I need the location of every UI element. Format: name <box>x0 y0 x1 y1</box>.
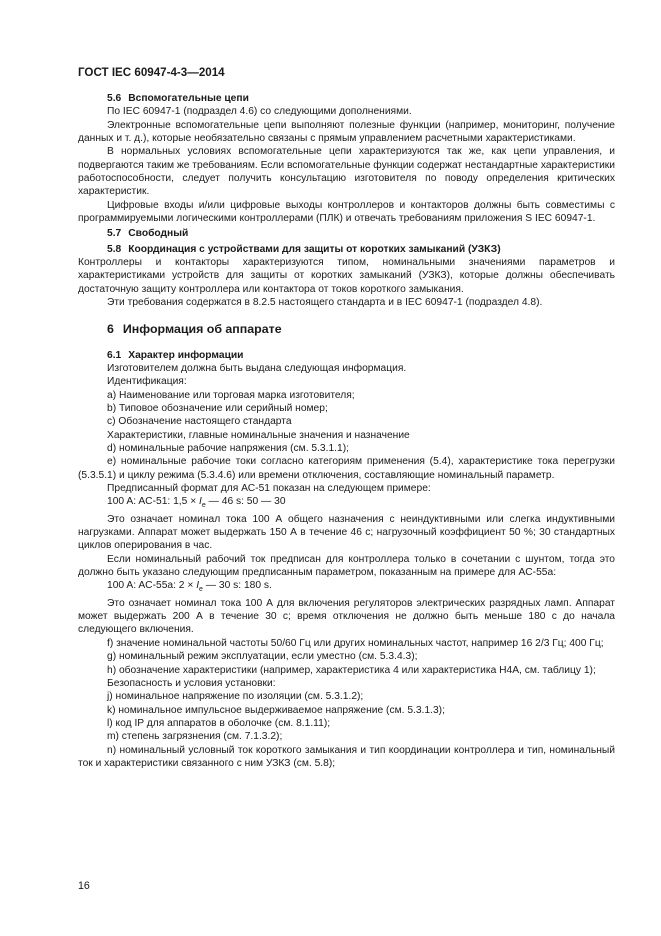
list-item: n) номинальный условный ток короткого замыкания и тип координации контроллера и тип, номинальный ток и характеристики связанного с ним УЗКЗ (см. 5.8); <box>78 744 615 769</box>
list-item: h) обозначение характеристики (например, характеристика 4 или характеристика Н4А, см. таблицу 1); <box>107 664 596 676</box>
list-item: j) номинальное напряжение по изоляции (см. 5.3.1.2); <box>107 691 364 703</box>
list-item: m) степень загрязнения (см. 7.1.3.2); <box>107 731 283 743</box>
paragraph: Предписанный формат для АС-51 показан на следующем примере: <box>107 482 431 494</box>
page-number: 16 <box>78 880 90 892</box>
list-item: d) номинальные рабочие напряжения (см. 5.3.1.1); <box>107 442 349 454</box>
document-body <box>78 92 615 770</box>
paragraph: Цифровые входы и/или цифровые выходы контроллеров и контакторов должны быть совместимы с программируемыми логическими контроллерами (ПЛК) и отвечать требованиям приложения S IEC 60947-1. <box>78 199 615 225</box>
section-heading: 5.8 Координация с устройствами для защиты от коротких замыканий (УЗКЗ) <box>107 243 501 255</box>
formula-line: 100 A: AC-55a: $2 \times I_e$ — 30 s: 180 s. <box>107 580 272 594</box>
paragraph: Это означает номинал тока 100 А общего назначения с неиндуктивными или слегка индуктивными нагрузками. Аппарат может выдержать 150 А в течение 46 с; нагрузочный коэффициент 50 %; 30 стандартных циклов оперирования в час. <box>78 513 615 552</box>
formula-line: 100 A: AC-51: $1,5 \times I_e$ — 46 s: 50 — 30 <box>107 496 286 510</box>
paragraph: Это означает номинал тока 100 А для включения регуляторов электрических разрядных ламп. Аппарат может выдержать 200 А в течение 30 с; время отключения не должно быть меньше 180 с до начала следующего включения. <box>78 597 615 636</box>
list-item: g) номинальный режим эксплуатации, если уместно (см. 5.3.4.3); <box>107 651 418 663</box>
paragraph: Изготовителем должна быть выдана следующая информация. <box>107 362 407 374</box>
list-item: k) номинальное импульсное выдерживаемое напряжение (см. 5.3.1.3); <box>107 704 445 716</box>
paragraph: Характеристики, главные номинальные значения и назначение <box>107 429 410 441</box>
list-item: a) Наименование или торговая марка изготовителя; <box>107 389 355 401</box>
paragraph: Идентификация: <box>107 376 187 388</box>
chapter-heading: 6 Информация об аппарате <box>107 321 282 336</box>
section-heading: 6.1 Характер информации <box>107 349 244 361</box>
list-item: b) Типовое обозначение или серийный номер; <box>107 402 328 414</box>
paragraph: В нормальных условиях вспомогательные цепи характеризуются так же, как цепи управления, и подвергаются таким же требованиям. Если вспомогательные функции содержат нестандартные характеристики работоспособности, следует получить консультацию изготовителя по поводу определения критических характеристик. <box>78 146 616 198</box>
list-item: f) значение номинальной частоты 50/60 Гц или других номинальных частот, например 16 2/3 Гц; 400 Гц; <box>107 637 604 649</box>
section-heading: 5.7 Свободный <box>107 228 189 240</box>
paragraph: По IEC 60947-1 (подраздел 4.6) со следующими дополнениями. <box>107 106 412 118</box>
paragraph: Безопасность и условия установки: <box>107 677 276 689</box>
list-item: e) номинальные рабочие токи согласно категориям применения (5.4), характеристике тока перегрузки (5.3.5.1) и циклу режима (5.3.4.6) или времени отключения, составляющие номинальный параметр. <box>78 456 615 481</box>
paragraph: Эти требования содержатся в 8.2.5 настоящего стандарта и в IEC 60947-1 (подраздел 4.8). <box>107 297 543 309</box>
list-item: l) код IP для аппаратов в оболочке (см. 8.1.11); <box>107 717 331 729</box>
paragraph: Электронные вспомогательные цепи выполняют полезные функции (например, мониторинг, получение данных и т. д.), которые необязательно связаны с прямым управлением расчетными характеристиками. <box>78 119 615 145</box>
list-item: c) Обозначение настоящего стандарта <box>107 416 292 428</box>
paragraph: Если номинальный рабочий ток предписан для контроллера только в сочетании с шунтом, тогда это должно быть указано следующим предписанным параметром, показанным на примере для AC-55a: <box>78 553 615 579</box>
document-header: ГОСТ IEC 60947-4-3—2014 <box>78 66 225 79</box>
section-heading: 5.6 Вспомогательные цепи <box>107 93 249 104</box>
paragraph: Контроллеры и контакторы характеризуются типом, номинальными значениями параметров и характеристиками устройств для защиты от коротких замыканий (УЗКЗ), которые должны обеспечивать достаточную защиту контроллера или контактора от токов короткого замыкания. <box>78 257 615 295</box>
